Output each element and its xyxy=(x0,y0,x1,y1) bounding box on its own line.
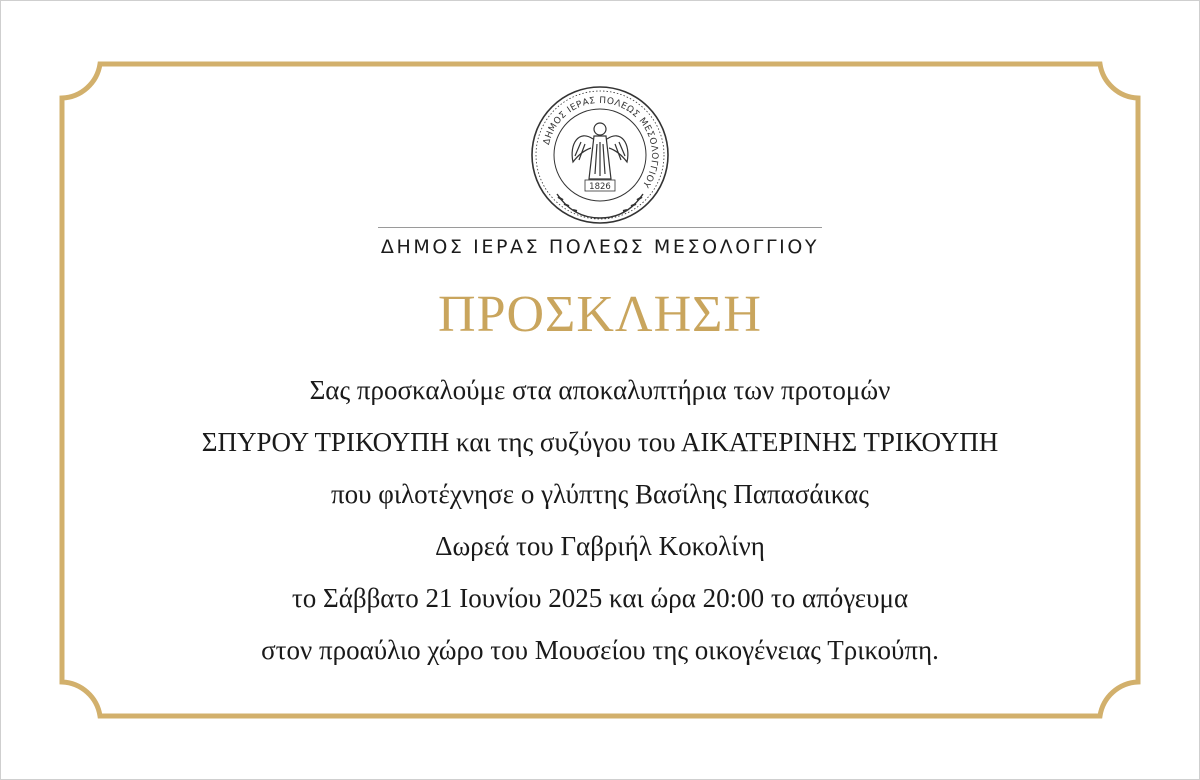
municipality-seal xyxy=(529,84,671,226)
divider-line xyxy=(378,227,822,228)
invitation-line: Δωρεά του Γαβριήλ Κοκολίνη xyxy=(435,531,765,561)
invitation-line: στον προαύλιο χώρο του Μουσείου της οικογένειας Τρικούπη. xyxy=(261,635,939,665)
angel-seal-icon xyxy=(572,123,628,179)
invitation-title: ΠΡΟΣΚΛΗΣΗ xyxy=(438,286,762,343)
invitation-line: ΣΠΥΡΟΥ ΤΡΙΚΟΥΠΗ και της συζύγου του ΑΙΚΑΤΕΡΙΝΗΣ ΤΡΙΚΟΥΠΗ xyxy=(201,427,999,457)
invitation-line: το Σάββατο 21 Ιουνίου 2025 και ώρα 20:00 το απόγευμα xyxy=(291,583,909,613)
seal-ring-text: ΔΗΜΟΣ ΙΕΡΑΣ ΠΟΛΕΩΣ ΜΕΣΟΛΟΓΓΙΟΥ xyxy=(542,95,660,190)
invitation-line: Σας προσκαλούμε στα αποκαλυπτήρια των προτομών xyxy=(309,375,891,405)
municipality-name: ΔΗΜΟΣ ΙΕΡΑΣ ΠΟΛΕΩΣ ΜΕΣΟΛΟΓΓΙΟΥ xyxy=(380,236,820,258)
invitation-body xyxy=(100,364,1100,676)
invitation-line: που φιλοτέχνησε ο γλύπτης Βασίλης Παπασάικας xyxy=(330,479,869,509)
seal-year: 1826 xyxy=(589,182,611,192)
